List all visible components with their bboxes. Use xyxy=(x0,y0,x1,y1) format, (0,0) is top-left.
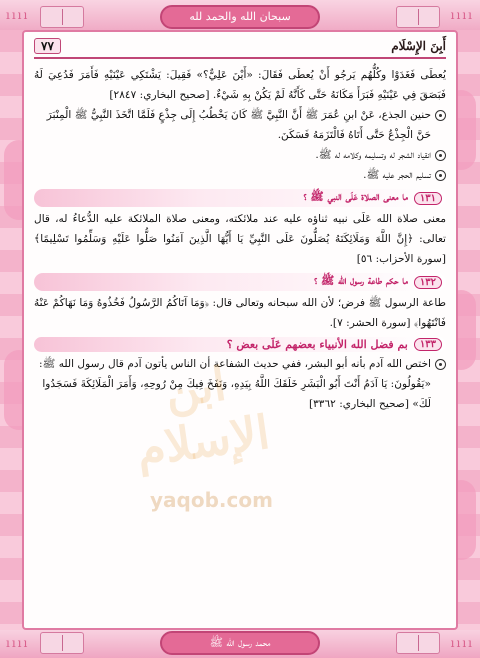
question-number: ١٣٢ xyxy=(414,276,442,289)
question-heading xyxy=(34,189,446,207)
question-number: ١٣١ xyxy=(414,192,442,205)
quran-book-icon xyxy=(396,632,440,654)
question-title: بم فضل الله الأنبياء بعضهم عَلَى بعض ؟ xyxy=(226,338,408,351)
answer-paragraph: معنى صلاة الله عَلَى نبيه ثناؤه عليه عند ملائكته، ومعنى صلاة الملائكة عليه الدُّعاءُ له، قال تعالى: ﴿إِنَّ اللَّهَ وَمَلَائِكَتَهُ يُصَلُّونَ عَلَى النَّبِيِّ يَا أَيُّهَا الَّذِينَ آمَنُوا صَلُّوا عَلَيْهِ وَسَلِّمُوا تَسْلِيمًا﴾ [سورة الأحزاب: ٥٦] xyxy=(34,213,446,265)
quran-book-icon xyxy=(396,6,440,28)
bottom-cartouche: محمد رسول الله ﷺ xyxy=(160,631,320,655)
candles-icon: ıııı xyxy=(6,636,30,650)
list-item xyxy=(34,354,446,414)
quran-book-icon xyxy=(40,6,84,28)
top-cartouche: سبحان الله والحمد لله xyxy=(160,5,320,29)
page-number: ٧٧ xyxy=(34,38,61,54)
bullet-icon xyxy=(435,359,446,370)
list-item-text: انقياد الشجر له وتسليمه وكلامه له ﷺ. xyxy=(315,149,431,161)
bullet-icon xyxy=(435,150,446,161)
quran-book-icon xyxy=(40,632,84,654)
question-number: ١٣٣ xyxy=(414,338,442,351)
question-heading xyxy=(34,337,446,352)
watermark-logo: ابن الإسلام xyxy=(133,356,273,477)
bullet-icon xyxy=(435,110,446,121)
list-item xyxy=(34,145,446,165)
answer-paragraph: طاعة الرسول ﷺ فرض؛ لأن الله سبحانه وتعالى قال: ﴿وَمَا آتَاكُمُ الرَّسُولُ فَخُذُوهُ وَمَا نَهَاكُمْ عَنْهُ فَانْتَهُوا﴾ [سورة الحشر: ٧]. xyxy=(34,297,446,329)
question-heading xyxy=(34,273,446,291)
candles-icon: ıııı xyxy=(450,8,474,22)
question-title: ما حكم طاعة رسول الله ﷺ ؟ xyxy=(314,274,408,287)
question-bar xyxy=(34,337,446,352)
candles-icon: ıııı xyxy=(6,8,30,22)
list-item xyxy=(34,105,446,145)
book-page xyxy=(22,30,458,630)
bullet-icon xyxy=(435,170,446,181)
list-item-text: تسليم الحجر عليه ﷺ. xyxy=(363,169,431,181)
list-item-text: حنين الجذع، عَنْ ابنِ عُمَرَ ﷺ أَنَّ النَّبِيَّ ﷺ كَانَ يَخْطُبُ إِلَى جِذْعٍ فَلَمَّا اتَّخَذَ النَّبِيُّ ﷺ الْمِنْبَرَ حَنَّ الْجِذْعُ حَتَّى أَتَاهُ فَالْتَزَمَهُ فَسَكَنَ. xyxy=(46,109,431,141)
hadith-paragraph: يُعطَى فَغَدَوْا وكُلُّهُم يَرجُو أَنْ يُعطَى فَقَالَ: «أَيْنَ عَلِيٌّ؟» فَقِيلَ: يَشْتَكِي عَيْنَيْهِ فَأَمَرَ فَدُعِيَ لَهُ فَبَصَقَ فِي عَيْنَيْهِ فَبَرَأَ مَكَانَهُ حَتَّى كَأَنَّهُ لَمْ يَكُنْ بِهِ شَيْءٌ. [صحيح البخاري: ٢٨٤٧] xyxy=(34,69,446,101)
candles-icon: ıııı xyxy=(450,636,474,650)
question-bar xyxy=(34,273,446,291)
list-item-text: اختص الله آدم بأنه أبو البشر، ففي حديث الشفاعة أن الناس يأتون آدم قال رسول الله ﷺ: «يَقُولُونَ: يَا آدَمُ أَنْتَ أَبُو الْبَشَرِ خَلَقَكَ اللَّهُ بِيَدِهِ، وَنَفَخَ فِيكَ مِنْ رُوحِهِ، وَأَمَرَ الْمَلَائِكَةَ فَسَجَدُوا لَكَ» [صحيح البخاري: ٣٣٦٢] xyxy=(38,358,431,410)
question-bar xyxy=(34,189,446,207)
question-title: ما معنى الصلاة عَلَى النبي ﷺ ؟ xyxy=(303,190,408,203)
page-header xyxy=(34,38,446,59)
book-title: أَبِنَ الإِسْلَام xyxy=(391,39,446,53)
watermark-url: yaqob.com xyxy=(150,488,273,512)
list-item xyxy=(34,165,446,185)
